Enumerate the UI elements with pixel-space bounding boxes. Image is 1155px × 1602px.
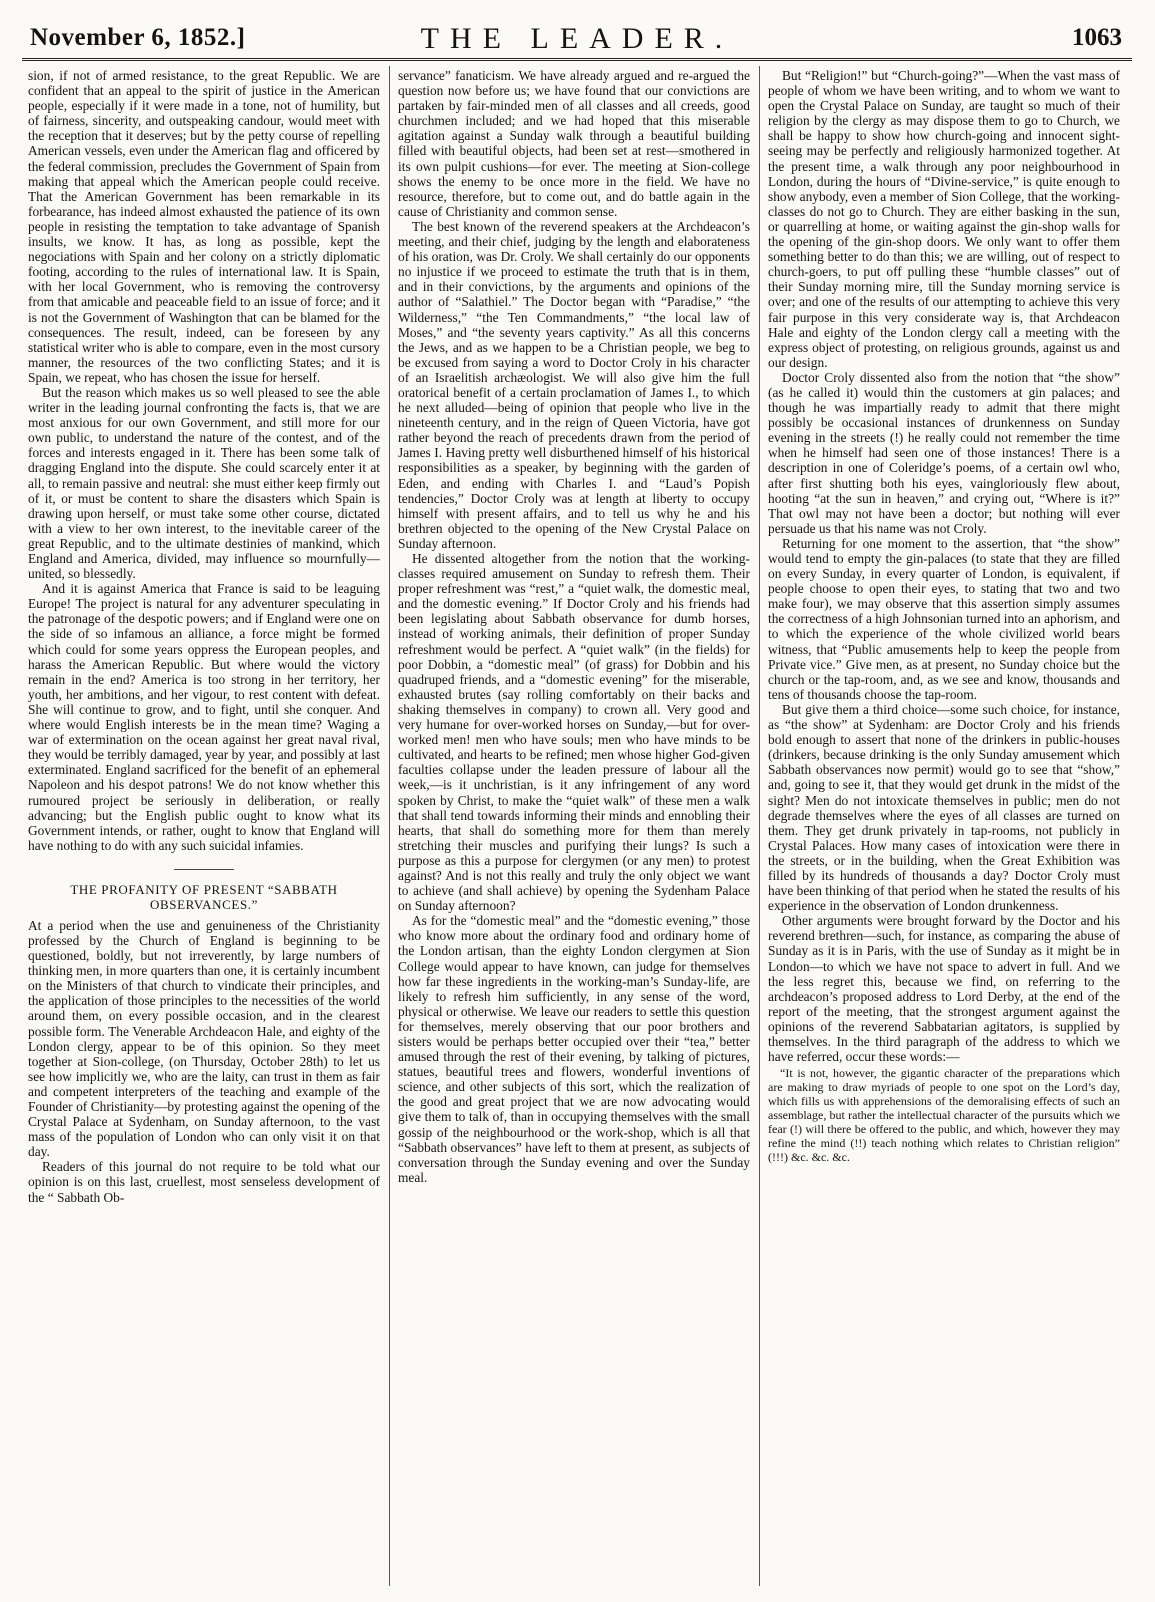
paragraph: Readers of this journal do not require to be told what our opinion is on this last, cruellest, most senseless development of the “ Sabbath Ob- (28, 1159, 380, 1205)
section-divider (174, 869, 234, 870)
paragraph: Doctor Croly dissented also from the notion that “the show” (as he called it) would thin the customers at gin palaces; and though he was impartially ready to admit that there might possibly be occasional instances of drunkenness on Sunday evening in the streets (!) he really could not remember the time when he himself had seen one of those instances! There is a description in one of Coleridge’s poems, of a certain owl who, after first shutting both his eyes, vaingloriously flew about, hooting “at the sun in heaven,” and crying out, “Where is it?” That owl may not have been a doctor; but nothing will ever persuade us that his name was not Croly. (768, 369, 1120, 536)
masthead (22, 18, 1132, 61)
newspaper-title: THE LEADER. (420, 22, 734, 55)
paragraph: The best known of the reverend speakers at the Archdeacon’s meeting, and their chief, judging by the length and elaborateness of his oration, was Dr. Croly. We shall certainly do our opponents no injustice if we proceed to estimate the truth that is in them, and in their convictions, by the arguments and opinions of the author of “Salathiel.” The Doctor began with “Paradise,” “the Wilderness,” “the Ten Commandments,” “the local law of Moses,” and “the seventy years captivity.” As all this concerns the Jews, and as we happen to be a Christian people, we beg to be excused from saying a word to Doctor Croly in his character of an Israelitish archæologist. We will also give him the full oratorical benefit of a certain proclamation of James I., to which he next alluded—being of opinion that people who live in the nineteenth century, and in the reign of Queen Victoria, have got rather beyond the reach of precedents drawn from the period of James I. Having pretty well disburthened himself of his historical responsibilities as a speaker, by beginning with the garden of Eden, and ending with Charles I. and “Laud’s Popish tendencies,” Doctor Croly was at length at liberty to occupy himself with present affairs, and to tell us why he and his brethren objected to the opening of the New Crystal Palace on Sunday afternoon. (398, 218, 750, 551)
column-1 (28, 68, 380, 1588)
paragraph: servance” fanaticism. We have already argued and re-argued the question now before us; we have found that our convictions are partaken by fair-minded men of all classes and all creeds, good churchmen included; and we had hoped that this miserable agitation against a Sunday walk through a beautiful building filled with beautiful objects, had been set at rest—smothered in its own pulpit cushions—for ever. The meeting at Sion-college shows the enemy to be once more in the field. We have no resource, therefore, but to come out, and do battle again in the cause of Christianity and common sense. (398, 68, 750, 219)
paragraph: As for the “domestic meal” and the “domestic evening,” those who know more about the ordinary food and ordinary home of the London artisan, than the eighty London clergymen at Sion College would appear to have known, can judge for themselves how far these ingredients in the working-man’s Sunday-life, are likely to refresh him sufficiently, in any sense of the word, physical or otherwise. We leave our readers to settle this question for themselves, merely observing that our poor brothers and sisters would be perhaps better occupied over their “tea,” better amused through the rest of their evening, by talking of pictures, statues, beautiful trees and flowers, wonderful inventions of science, and other subjects of this sort, which the realization of the good and great project that we are now advocating would give them to talk of, than in occupying themselves with the small gossip of the neighbourhood or the work-shop, which is all that “Sabbath observances” have left to them at present, as subjects of conversation through the Sunday evening and over the Sunday meal. (398, 913, 750, 1185)
paragraph: sion, if not of armed resistance, to the great Republic. We are confident that an appeal to the spirit of justice in the American people, especially if it were made in a tone, not of humility, but of fairness, sincerity, and outspeaking candour, would meet with the reception that it deserves; but by the petty course of repelling American vessels, even under the American flag and officered by the federal commission, precludes the Government of Spain from making that appeal which the American people could receive. That the American Government has been remarkable in its forbearance, has indeed almost exhausted the patience of its own people in resisting the temptation to take advantage of Spanish insults, we know. It has, as long as possible, kept the negociations with Spain and her colony on a strictly diplomatic footing, according to the rules of international law. It is Spain, with her local Government, who is removing the controversy from that amicable and peaceable field to an issue of force; and it is not the Government of Washington that can be blamed for the consequences. The result, indeed, can be foreseen by any statistical writer who is able to compare, even in the most cursory manner, the resources of the two conflicting States; and it is Spain, we repeat, who has chosen the issue for herself. (28, 68, 380, 385)
paragraph: At a period when the use and genuineness of the Christianity professed by the Church of England is beginning to be questioned, boldly, but not irreverently, by large numbers of thinking men, in more quarters than one, it is certainly incumbent on the Ministers of that church to vindicate their principles, and the application of those principles to the necessities of the world around them, on every possible occasion, and in the clearest possible form. The Venerable Archdeacon Hale, and eighty of the London clergy, appear to be of this opinion. So they meet together at Sion-college, (on Thursday, October 28th) to let us see how implicitly we, who are the laity, can trust in them as fair and competent interpreters of the teaching and example of the Founder of Christianity—by protesting against the opening of the Crystal Palace at Sydenham, on Sunday afternoon, to the vast mass of the population of London who can only visit it on that day. (28, 917, 380, 1160)
column-rule-right (759, 66, 760, 1586)
paragraph: Returning for one moment to the assertion, that “the show” would tend to empty the gin-palaces (to state that they are filled on every Sunday, in every quarter of London, is equivalent, if people choose to open their eyes, to stating that two and two make four), we may observe that this assertion simply assumes the correctness of a high Johnsonian turned into an aphorism, and to which the experience of the whole civilized world bears witness, that “Public amusements help to keep the people from Private vice.” Give men, as at present, no Sunday choice but the church or the tap-room, and, as we see and know, thousands and tens of thousands choose the tap-room. (768, 535, 1120, 702)
column-rule-left (389, 66, 390, 1586)
paragraph: But “Religion!” but “Church-going?”—When the vast mass of people of whom we have been writing, and to whom we want to open the Crystal Palace on Sunday, are taught so much of their religion by the clergy as may dispose them to go to Church, we shall be happy to show how church-going and innocent sight-seeing may be perfectly and religiously harmonized together. At the present time, a walk through any poor neighbourhood in London, during the hours of “Divine-service,” is quite enough to show anybody, even a member of Sion College, that the working-classes do not go to Church. They are either basking in the sun, or quarrelling at home, or waiting against the gin-shop walls for the opening of the gin-shop doors. We only want to offer them something better to do than this; we are willing, out of respect to church-goers, to put off pulling these “humble classes” out of their Sunday morning mire, till the Sunday morning service is over; and one of the results of our attempting to achieve this very fair purpose in this very considerate way is, that Archdeacon Hale and eighty of the London clergy call a meeting with the express object of protesting, on religious grounds, against us and our design. (768, 68, 1120, 370)
block-quote: “It is not, however, the gigantic character of the preparations which are making to draw myriads of people to one spot on the Lord’s day, which fills us with apprehensions of the demoralising effects of such an assemblage, but rather the intellectual character of the pursuits which we fear (!) will there be offered to the public, and which, however they may refine the mind (!!) teach nothing which relates to Christian religion” (!!!) &c. &c. &c. (768, 1066, 1120, 1165)
paragraph: He dissented altogether from the notion that the working-classes required amusement on Sunday to refresh them. Their proper refreshment was “rest,” a “quiet walk, the domestic meal, and the domestic evening.” If Doctor Croly and his friends had been legislating about Sabbath observance for dumb horses, instead of working animals, their definition of proper Sunday refreshment would be perfect. A “quiet walk” (in the fields) for poor Dobbin, a “domestic meal” (of grass) for Dobbin and his quadruped friends, and a “domestic evening” for the miserable, exhausted brutes (say rolling comfortably on their backs and shaking themselves in company) to crown all. Very good and very humane for over-worked horses on Sunday,—but for over-worked men! men who have souls; men who have minds to be cultivated, and hearts to be refined; men whose higher God-given faculties collapse under the leaden pressure of labour all the week,—is it unchristian, is it any infringement of any word spoken by Christ, to make the “quiet walk” of these men a walk that shall tend towards informing their minds and ennobling their hearts, that shall do something more for them than merely stretching their muscles and purifying their lungs? Is such a purpose as this a purpose for clergymen (or any men) to protest against? And is not this really and truly the only object we want to achieve (and shall achieve) by opening the Sydenham Palace on Sunday afternoon? (398, 551, 750, 914)
column-3 (768, 68, 1120, 1588)
paragraph: Other arguments were brought forward by the Doctor and his reverend brethren—such, for instance, as comparing the abuse of Sunday as it is in Paris, with the use of Sunday as it might be in London—to which we have not space to advert in full. And we the less regret this, because we find, on referring to the archdeacon’s proposed address to Lord Derby, at the end of the report of the meeting, that the strongest argument against the opinions of the reverend Sabbatarian agitators, is supplied by themselves. In the third paragraph of the address to which we have referred, occur these words:— (768, 913, 1120, 1065)
article-heading: THE PROFANITY OF PRESENT “SABBATH OBSERVANCES.” (70, 881, 338, 912)
issue-date: November 6, 1852.] (30, 24, 246, 51)
paragraph: But the reason which makes us so well pleased to see the able writer in the leading journal confronting the facts is, that we are most anxious for our own Government, and still more for our own public, to understand the nature of the contest, and of the forces and interests engaged in it. There has been some talk of dragging England into the dispute. She could scarcely enter it at all, to remain passive and neutral: she must either keep firmly out of it, or must be content to share the disasters which Spain is drawing upon herself, or must take some other course, dictated with a view to her own interest, to the inevitable career of the great Republic, and to the ultimate destinies of mankind, which England and America, divided, may influence so mournfully—united, so blessedly. (28, 384, 380, 582)
page-number: 1063 (1072, 24, 1122, 51)
column-2 (398, 68, 750, 1588)
paragraph: But give them a third choice—some such choice, for instance, as “the show” at Sydenham: are Doctor Croly and his friends bold enough to assert that none of the drinkers in public-houses (drinkers, because drinking is the only Sunday amusement which Sabbath observances now permit) would go to see that “show,” and, going to see it, that they would get drunk in the midst of the sight? Men do not intoxicate themselves in public; men do not degrade themselves where the eyes of all classes are turned on them. They get drunk privately in tap-rooms, not publicly in Crystal Palaces. How many cases of intoxication were there in the streets, or in the building, when the Great Exhibition was filled by its hundreds of thousands a day? Doctor Croly must have been thinking of that period when he stated the results of his experience in the observation of London drunkenness. (768, 701, 1120, 914)
paragraph: And it is against America that France is said to be leaguing Europe! The project is natural for any adventurer speculating in the patronage of the despotic powers; and if England were one on the side of so infamous an alliance, a force might be formed which could for some years oppress the European peoples, and harass the American Republic. But where would the victory remain in the end? America is too strong in her territory, her youth, her ambitions, and her vigour, to rest content with defeat. She will continue to grow, and to fight, until she conquer. And where would English interests be in the mean time? Waging a war of extermination on the ocean against her great naval rival, they would be terribly damaged, year by year, and possibly at last exterminated. England sacrificed for the benefit of an ephemeral Napoleon and his despot patrons! We do not know whether this rumoured project be seriously in deliberation, or really advancing; but the English public ought to know what its Government intends, or rather, ought to know that England will have nothing to do with any such suicidal infamies. (28, 581, 380, 853)
